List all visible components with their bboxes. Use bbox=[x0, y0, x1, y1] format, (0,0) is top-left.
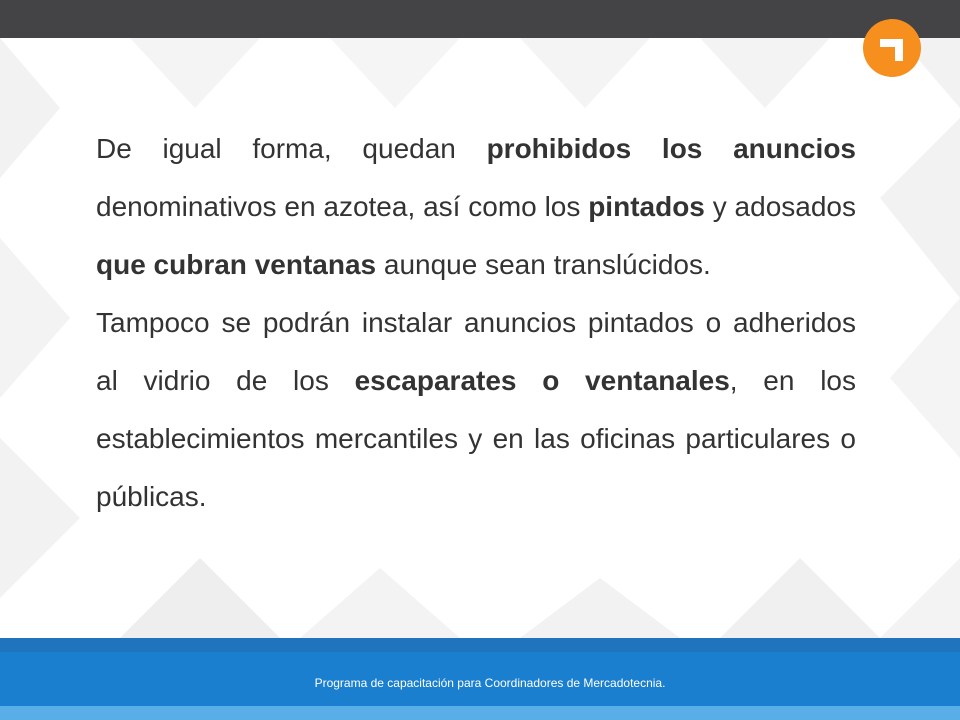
p1-text-2: denominativos en azotea, así como los bbox=[96, 191, 589, 222]
p2-text-1: Tampoco se podrán instalar anuncios pintados o adheridos al vidrio de los bbox=[96, 307, 856, 396]
footer-top-strip bbox=[0, 638, 960, 652]
p1-bold-1: prohibidos los anuncios bbox=[486, 133, 856, 164]
p2-bold-1: escaparates o ventanales bbox=[354, 365, 730, 396]
brand-logo-icon bbox=[863, 19, 921, 77]
footer-bottom-strip bbox=[0, 706, 960, 720]
p1-text-4: aunque sean translúcidos. bbox=[376, 249, 711, 280]
p1-text-3: y adosados bbox=[704, 191, 856, 222]
footer-text: Programa de capacitación para Coordinadores de Mercadotecnia. bbox=[314, 676, 666, 690]
paragraph-2 bbox=[96, 294, 856, 526]
p1-text-1: De igual forma, quedan bbox=[96, 133, 487, 164]
p1-bold-2: pintados bbox=[588, 191, 705, 222]
top-bar bbox=[0, 0, 960, 38]
paragraph-1 bbox=[96, 120, 856, 294]
slide-body bbox=[96, 120, 856, 526]
p1-bold-3: que cubran ventanas bbox=[96, 249, 377, 280]
p2-text-2: , en los establecimientos mercantiles y en las oficinas particulares o públicas. bbox=[96, 365, 856, 512]
